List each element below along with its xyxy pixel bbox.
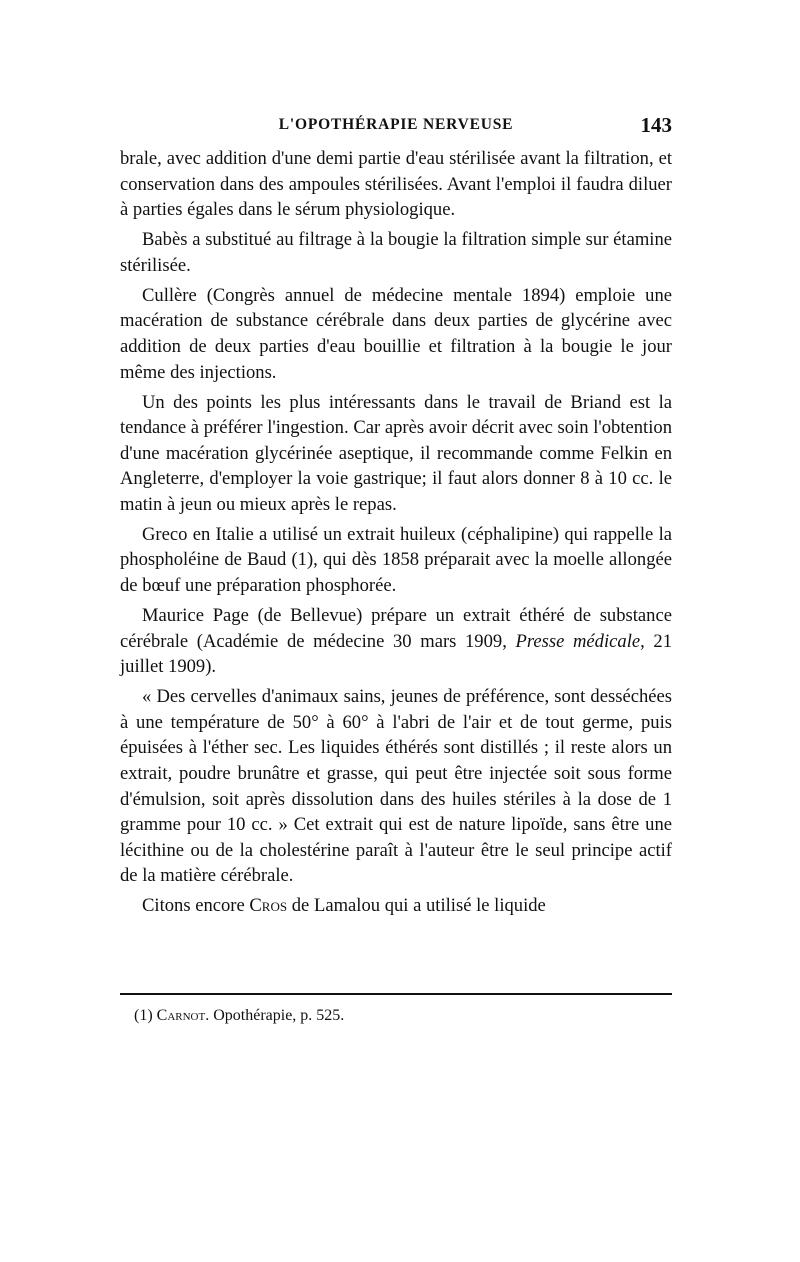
footnote-text: . Opothérapie, p. 525. (205, 1007, 345, 1024)
paragraph: Greco en Italie a utilisé un extrait huileux (céphalipine) qui rappelle la phospholéine de Baud (1), qui dès 1858 préparait avec la moelle allongée de bœuf une préparation phosphorée. (120, 523, 672, 597)
body-text (120, 146, 672, 923)
paragraph-tail: de Lamalou qui a utilisé le liquide (287, 895, 546, 917)
footnote-rule (120, 993, 672, 995)
paragraph-lead: Maurice Page (de Bellevue) prépare un extrait éthéré de substance cérébrale (Académie de médecine 30 mars 1909, (120, 605, 672, 652)
author-name: Cros (249, 895, 288, 917)
paragraph: brale, avec addition d'une demi partie d'eau stérilisée avant la filtration, et conservation dans des ampoules stérilisées. Avant l'emploi il faudra diluer à parties égales dans le sérum physiologique. (120, 148, 672, 221)
journal-title: Presse médicale (515, 630, 641, 652)
paragraph-lead: Citons encore (142, 895, 250, 917)
running-title: L'OPOTHÉRAPIE NERVEUSE (278, 116, 514, 133)
paragraph: Cullère (Congrès annuel de médecine mentale 1894) emploie une macération de substance cérébrale dans deux parties de glycérine avec addition de deux parties d'eau bouillie et filtration à la bougie le jour même des injections. (120, 284, 672, 383)
quotation-paragraph: « Des cervelles d'animaux sains, jeunes de préférence, sont desséchées à une température de 50° à 60° à l'abri de l'air et de tout germe, puis épuisées à l'éther sec. Les liquides éthérés sont distillés ; il reste alors un extrait, poudre brunâtre et grasse, qui peut être injectée soit sous forme d'émulsion, soit après dissolution dans des huiles stériles à la dose de 1 gramme pour 10 cc. » Cet extrait qui est de nature lipoïde, sans être une lécithine ou de la cholestérine paraît à l'auteur être le seul principe actif de la matière cérébrale. (120, 686, 672, 887)
running-head (120, 113, 672, 138)
paragraph-tail: , 21 juillet 1909). (120, 630, 673, 678)
footnote-author: Carnot (156, 1007, 206, 1024)
paragraph: Un des points les plus intéressants dans le travail de Briand est la tendance à préférer l'ingestion. Car après avoir décrit avec soin l'obtention d'une macération glycérinée aseptique, il recommande comme Felkin en Angleterre, d'employer la voie gastrique; il faut alors donner 8 à 10 cc. le matin à jeun ou mieux après le repas. (120, 391, 672, 515)
footnote (134, 1006, 344, 1026)
footnote-marker: (1) (134, 1007, 157, 1024)
paragraph (120, 893, 672, 919)
paragraph (120, 603, 672, 680)
page-number: 143 (640, 113, 672, 137)
paragraph: Babès a substitué au filtrage à la bougie la filtration simple sur étamine stérilisée. (120, 229, 672, 276)
